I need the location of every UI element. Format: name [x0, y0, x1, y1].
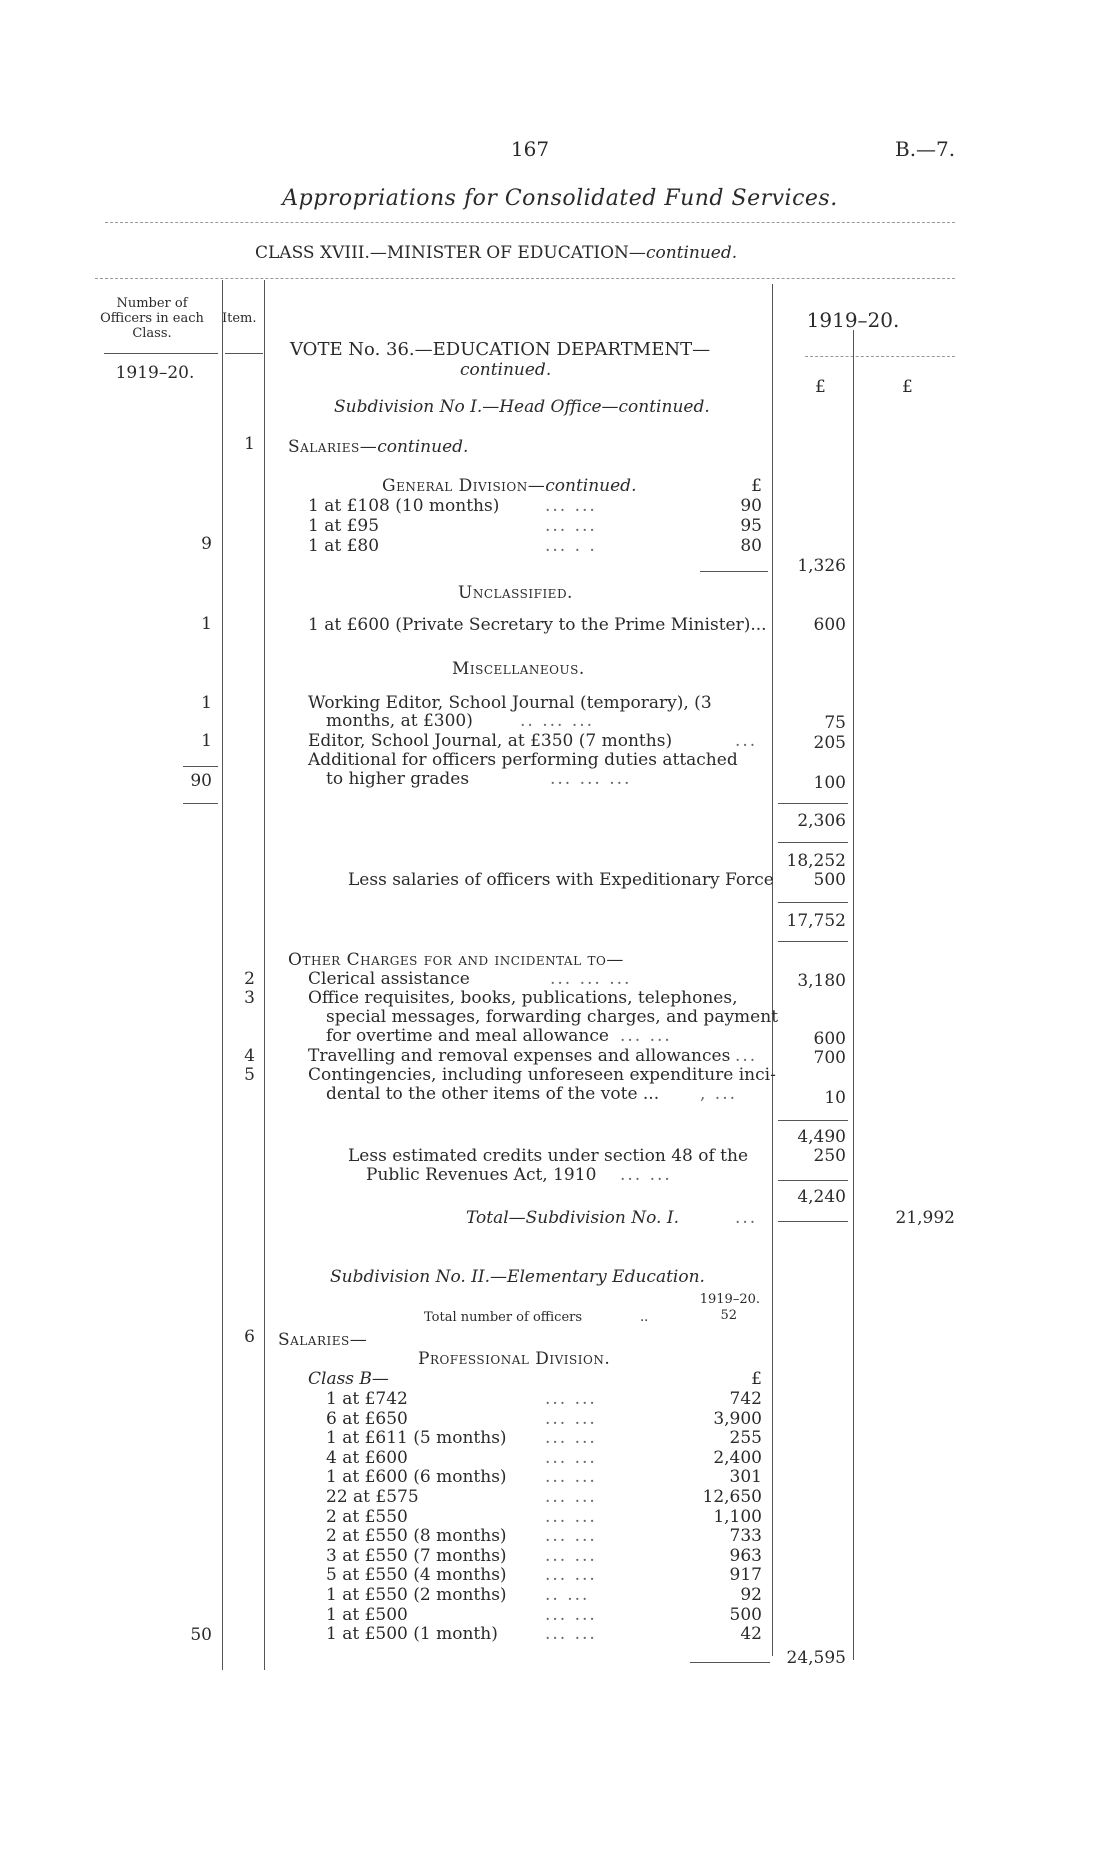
other-charge-label: Office requisites, books, publications, telephones,	[308, 988, 738, 1008]
class-b-row-value: 917	[729, 1565, 762, 1586]
class-b-row-dots: ... ...	[545, 1447, 597, 1468]
misc-officers: 1	[201, 693, 212, 713]
other-charges-gross: 4,490	[797, 1127, 846, 1147]
general-division-cont: continued.	[545, 476, 637, 496]
professional-division-heading: Professional Division.	[418, 1349, 611, 1369]
officers-heading-line2: Officers in each	[100, 311, 204, 326]
total-officers-label: Total number of officers	[424, 1310, 583, 1325]
class-b-subtotal: 24,595	[786, 1648, 846, 1668]
other-charge-value: 600	[813, 1029, 846, 1049]
salaries-net: 17,752	[786, 911, 846, 931]
other-charge-label: Travelling and removal expenses and allowances	[308, 1046, 731, 1066]
class-b-row-dots: ... ...	[545, 1467, 597, 1488]
vote-title: VOTE No. 36.—EDUCATION DEPARTMENT—	[290, 339, 711, 360]
general-division-officers: 9	[201, 534, 212, 554]
class-b-row-value: 742	[729, 1389, 762, 1409]
class-b-row-dots: ... ...	[545, 1506, 597, 1527]
other-charge-value: 10	[824, 1088, 846, 1108]
misc-line: Additional for officers performing duties attached	[308, 750, 738, 770]
salary-row-value: 90	[740, 496, 762, 516]
class-b-row-label: 1 at £742	[326, 1389, 408, 1409]
salaries-heading	[288, 438, 468, 457]
class-b-row-label: 4 at £600	[326, 1447, 408, 1468]
class-b-row-value: 42	[740, 1624, 762, 1645]
other-charge-item: 4	[244, 1046, 255, 1066]
class-heading-cont: continued.	[645, 243, 738, 263]
other-charge-item: 2	[244, 969, 255, 989]
class-b-row-dots: ... ...	[545, 1604, 597, 1625]
subdivision-2-item: 6	[244, 1327, 255, 1347]
less-credits-value: 250	[813, 1146, 846, 1166]
salary-row-dots: ... . .	[545, 536, 597, 556]
general-division-pound: £	[751, 476, 762, 496]
class-b-row-value: 255	[729, 1428, 762, 1449]
unclassified-value: 600	[813, 615, 846, 635]
officers-heading-line3: Class.	[132, 326, 172, 341]
class-heading	[255, 243, 737, 263]
general-division-heading	[382, 477, 636, 496]
class-b-row-value: 733	[729, 1526, 762, 1547]
class-b-row-label: 1 at £550 (2 months)	[326, 1585, 507, 1605]
class-b-row-dots: ... ...	[545, 1545, 597, 1566]
subdivision-2-year: 1919–20.	[699, 1292, 760, 1307]
officers-column-heading	[88, 296, 216, 341]
other-charge-value: 3,180	[797, 971, 846, 991]
class-heading-text: CLASS XVIII.—MINISTER OF EDUCATION—	[255, 243, 646, 263]
class-b-row-value: 500	[729, 1604, 762, 1625]
class-b-officers: 50	[190, 1625, 212, 1645]
class-b-row-value: 301	[729, 1467, 762, 1488]
other-charge-value: 700	[813, 1048, 846, 1068]
class-b-row-dots: ... ...	[545, 1624, 597, 1645]
other-charge-label: Contingencies, including unforeseen expenditure inci-	[308, 1065, 776, 1085]
subdivision-1-total-value: 21,992	[895, 1208, 955, 1228]
item-column-heading: Item.	[222, 311, 257, 326]
less-credits-label-2: Public Revenues Act, 1910	[366, 1165, 597, 1185]
year-heading: 1919–20.	[806, 308, 900, 332]
subdivision-2-title: Subdivision No. II.—Elementary Education.	[330, 1267, 705, 1287]
other-charge-dots: ... ...	[620, 1026, 672, 1046]
misc-line: months, at £300)	[326, 711, 473, 731]
class-b-pound: £	[751, 1369, 762, 1389]
general-division-subtotal: 1,326	[797, 556, 846, 576]
misc-dots: .. ... ...	[520, 711, 595, 731]
total-officers-dots: ..	[640, 1310, 649, 1325]
subdivision-1-total-label: Total—Subdivision No. I.	[466, 1208, 679, 1228]
class-b-row-value: 92	[740, 1585, 762, 1605]
total-officers: 90	[190, 771, 212, 791]
class-b-row-dots: ... ...	[545, 1526, 597, 1547]
less-credits-label: Less estimated credits under section 48 of the	[348, 1146, 749, 1166]
unclassified-label: 1 at £600 (Private Secretary to the Prime Minister)...	[308, 615, 767, 635]
class-b-row-value: 12,650	[702, 1487, 762, 1507]
class-b-row-dots: .. ...	[545, 1585, 590, 1605]
total-officers-value: 52	[720, 1308, 737, 1323]
document-reference: B.—7.	[895, 137, 956, 161]
pound-column-2: £	[902, 377, 913, 397]
officers-heading-line1: Number of	[116, 296, 188, 311]
class-b-row-dots: ... ...	[545, 1389, 597, 1409]
misc-value: 100	[813, 773, 846, 793]
other-charge-dots: ...	[735, 1046, 758, 1066]
salary-row-label: 1 at £108 (10 months)	[308, 496, 500, 516]
salary-row-dots: ... ...	[545, 516, 597, 536]
misc-value: 75	[824, 713, 846, 733]
salaries-total: 2,306	[797, 811, 846, 831]
miscellaneous-heading: Miscellaneous.	[452, 659, 585, 679]
class-b-row-value: 3,900	[713, 1408, 762, 1429]
misc-dots: ... ... ...	[550, 769, 632, 789]
salary-row-dots: ... ...	[545, 496, 597, 516]
subdivision-1-total-dots: ...	[735, 1208, 758, 1228]
class-b-row-label: 6 at £650	[326, 1408, 408, 1429]
page-title: Appropriations for Consolidated Fund Services.	[282, 186, 838, 211]
unclassified-officers: 1	[201, 614, 212, 634]
class-b-row-label: 1 at £500	[326, 1604, 408, 1625]
class-b-row-label: 2 at £550 (8 months)	[326, 1526, 507, 1547]
class-b-row-dots: ... ...	[545, 1428, 597, 1449]
other-charge-label: for overtime and meal allowance	[326, 1026, 609, 1046]
other-charge-item: 3	[244, 988, 255, 1008]
salary-row-value: 95	[740, 516, 762, 536]
other-charge-item: 5	[244, 1065, 255, 1085]
salaries-heading-cont: continued.	[377, 437, 469, 457]
class-b-row-label: 5 at £550 (4 months)	[326, 1565, 507, 1586]
misc-dots: ...	[735, 731, 758, 751]
other-charges-net: 4,240	[797, 1187, 846, 1207]
class-b-row-label: 1 at £500 (1 month)	[326, 1624, 498, 1645]
class-b-row-value: 1,100	[713, 1506, 762, 1527]
class-b-row-label: 22 at £575	[326, 1487, 419, 1507]
salary-row-label: 1 at £95	[308, 516, 380, 536]
salary-row-label: 1 at £80	[308, 536, 380, 556]
salaries-heading-text: Salaries—	[288, 437, 378, 457]
misc-line: Working Editor, School Journal (temporary), (3	[308, 693, 712, 713]
vote-title-cont: continued.	[460, 360, 552, 380]
class-b-row-value: 963	[729, 1545, 762, 1566]
general-division-text: General Division—	[382, 476, 546, 496]
class-b-row-value: 2,400	[713, 1447, 762, 1468]
salaries-item-number: 1	[244, 434, 255, 454]
other-charge-label: dental to the other items of the vote ...	[326, 1084, 660, 1104]
misc-officers: 1	[201, 731, 212, 751]
class-b-row-dots: ... ...	[545, 1408, 597, 1429]
officers-year: 1919–20.	[115, 363, 195, 383]
class-b-row-label: 2 at £550	[326, 1506, 408, 1527]
salaries-gross: 18,252	[786, 851, 846, 871]
other-charge-label: special messages, forwarding charges, and payment	[326, 1007, 779, 1027]
subdivision-2-salaries: Salaries—	[278, 1330, 368, 1350]
misc-value: 205	[813, 733, 846, 753]
other-charge-dots: , ...	[700, 1084, 738, 1104]
misc-line: to higher grades	[326, 769, 470, 789]
salary-row-value: 80	[740, 536, 762, 556]
class-b-row-dots: ... ...	[545, 1487, 597, 1507]
other-charges-heading: Other Charges for and incidental to—	[288, 950, 624, 970]
subdivision-1-title: Subdivision No I.—Head Office—continued.	[334, 397, 710, 417]
less-expeditionary-value: 500	[813, 870, 846, 890]
other-charge-dots: ... ... ...	[550, 969, 632, 989]
class-b-row-label: 1 at £611 (5 months)	[326, 1428, 507, 1449]
other-charge-label: Clerical assistance	[308, 969, 470, 989]
pound-column-1: £	[815, 377, 826, 397]
less-expeditionary-label: Less salaries of officers with Expeditionary Force	[348, 870, 774, 890]
misc-line: Editor, School Journal, at £350 (7 months)	[308, 731, 673, 751]
less-credits-dots: ... ...	[620, 1165, 672, 1185]
class-b-row-dots: ... ...	[545, 1565, 597, 1586]
class-b-row-label: 1 at £600 (6 months)	[326, 1467, 507, 1488]
unclassified-heading: Unclassified.	[458, 583, 573, 603]
class-b-heading: Class B—	[308, 1369, 389, 1389]
page-number: 167	[510, 137, 550, 161]
class-b-row-label: 3 at £550 (7 months)	[326, 1545, 507, 1566]
